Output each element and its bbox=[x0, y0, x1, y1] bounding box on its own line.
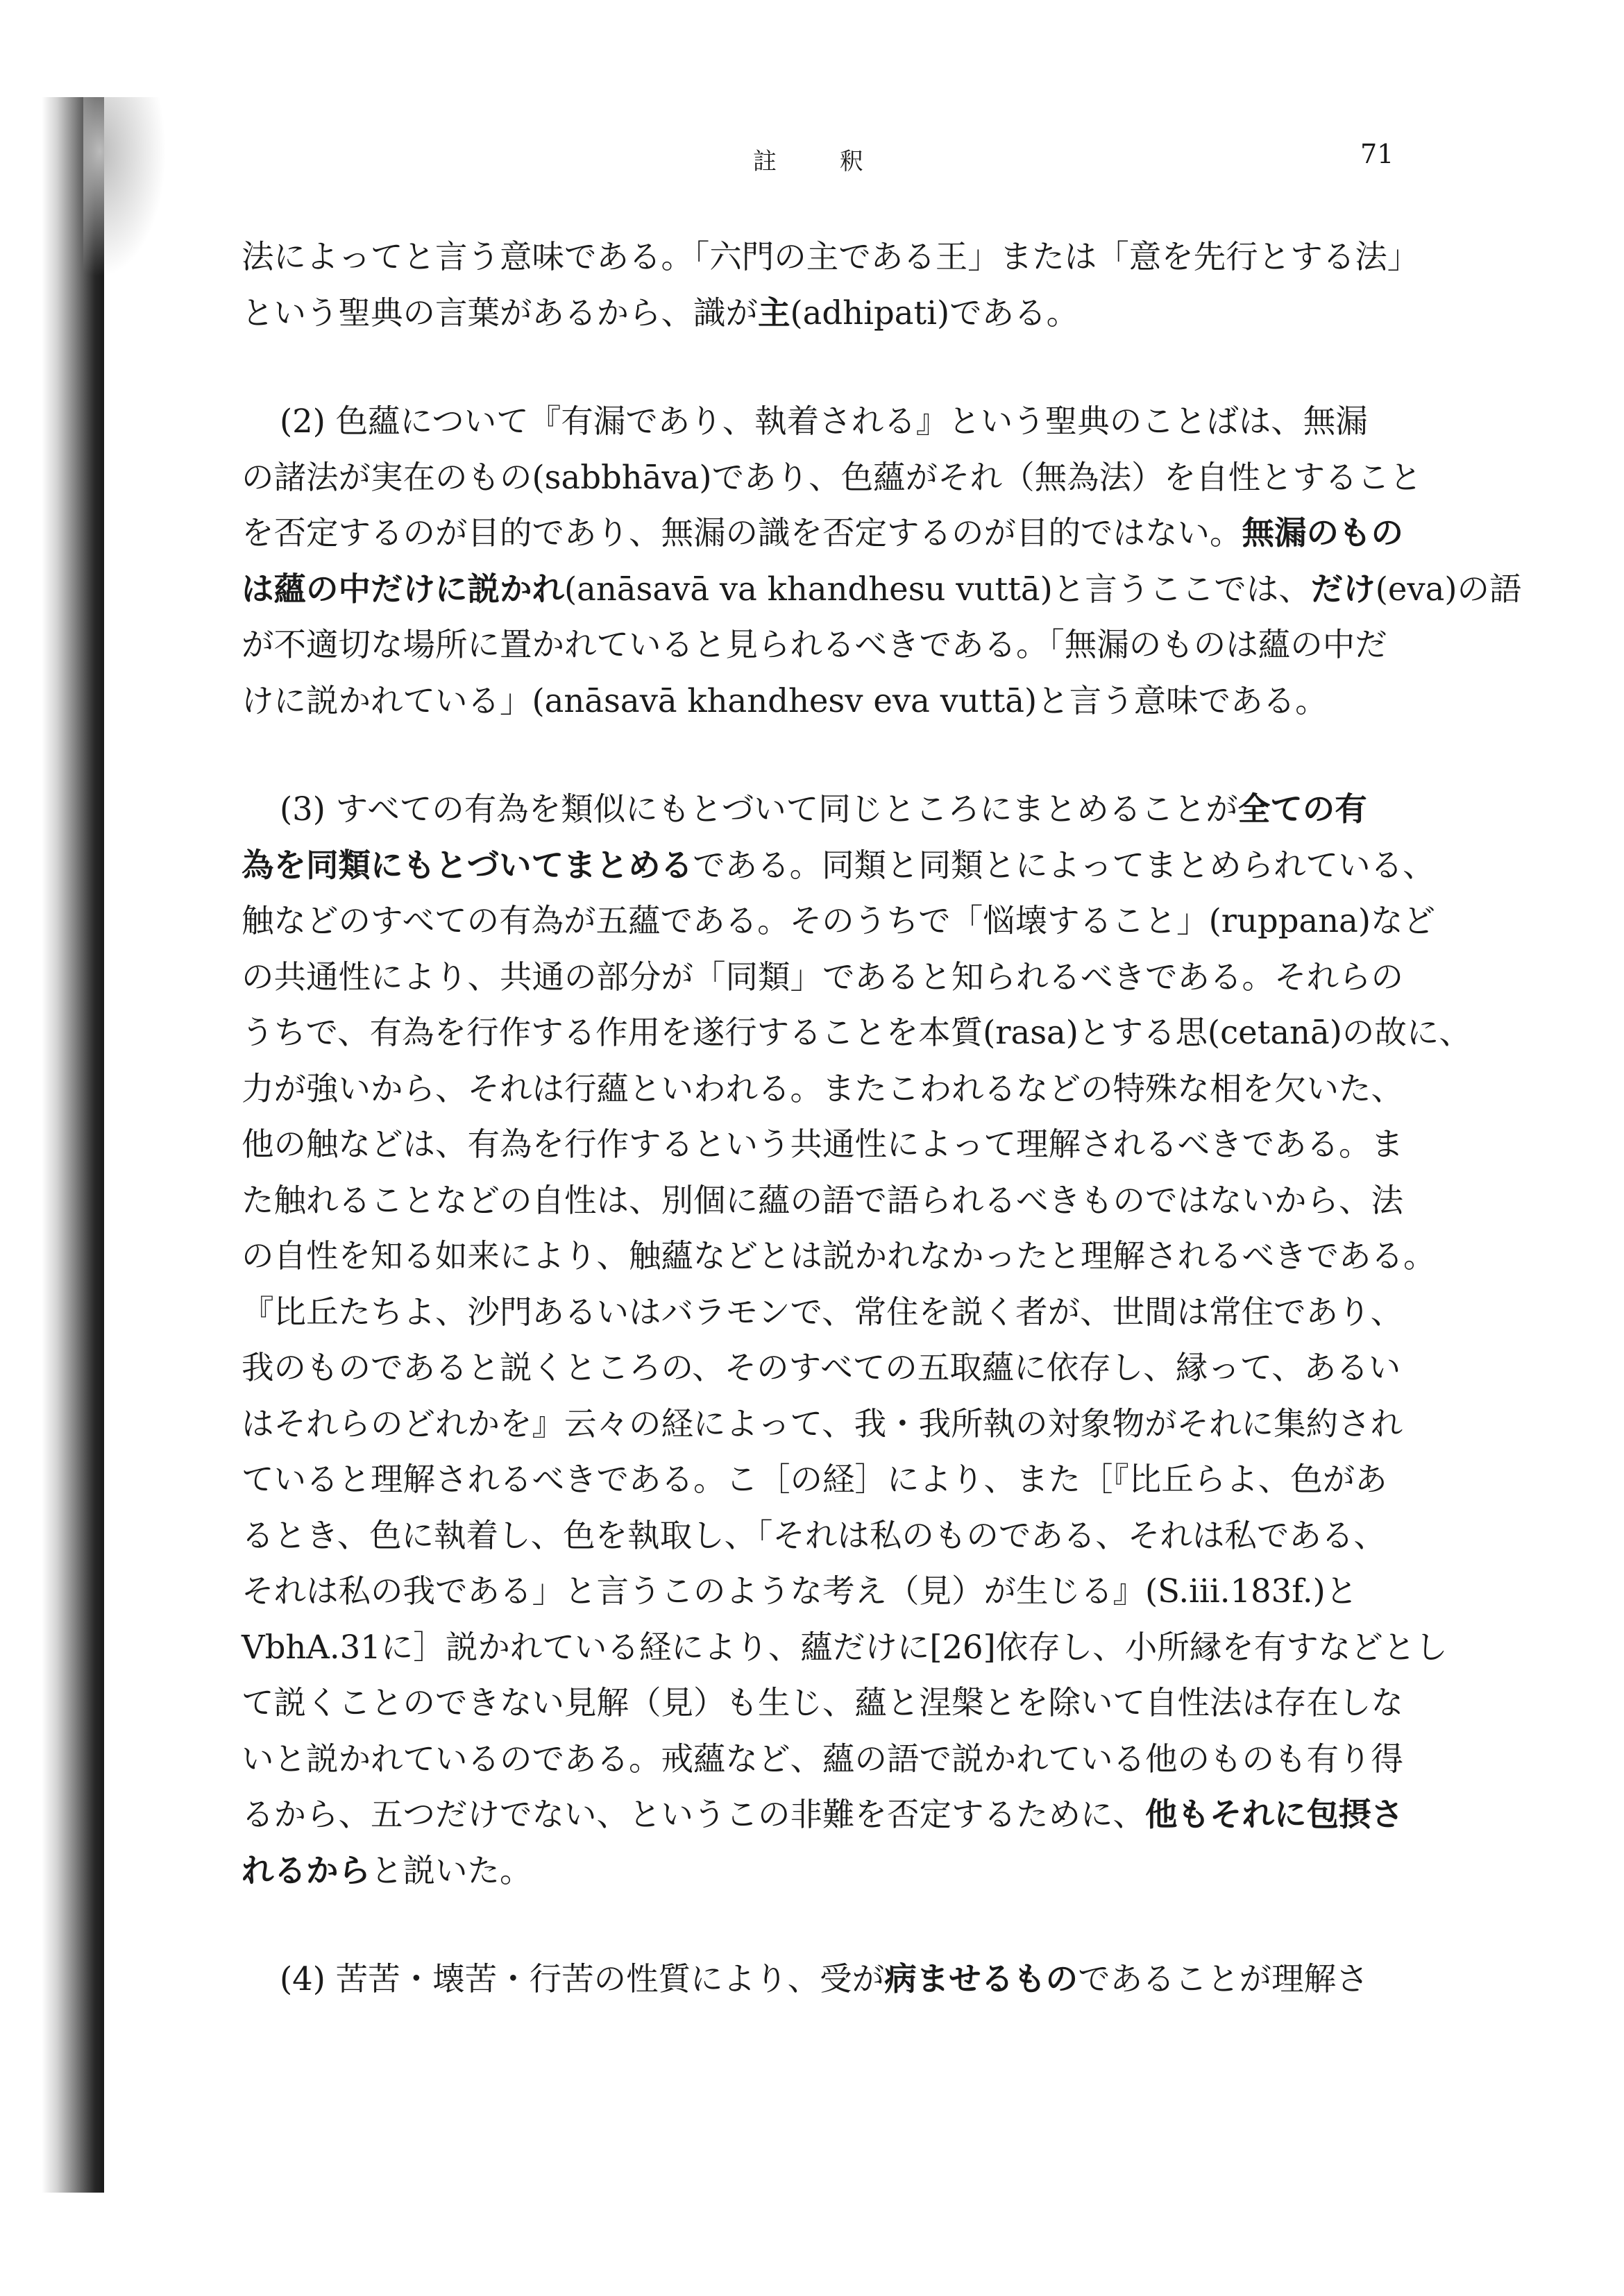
paragraph-continuation bbox=[242, 229, 1435, 341]
text-line bbox=[242, 673, 1435, 729]
text-run: 法によってと言う意味である。「六門の主である王」または「意を先行とする法」 bbox=[242, 238, 1420, 275]
text-run: それは私の我である」と言うこのような考え（見）が生じる』(S.iii.183f.)と bbox=[242, 1572, 1358, 1610]
text-run: はそれらのどれかを』云々の経によって、我・我所執の対象物がそれに集約され bbox=[242, 1404, 1403, 1443]
text-line bbox=[242, 1396, 1435, 1452]
text-run: の諸法が実在のもの(sabbhāva)であり、色蘊がそれ（無為法）を自性とすること bbox=[242, 458, 1422, 496]
text-line bbox=[242, 617, 1435, 673]
text-run: 他の触などは、有為を行作するという共通性によって理解されるべきである。ま bbox=[242, 1125, 1403, 1163]
text-run: 触などのすべての有為が五蘊である。そのうちで「悩壊すること」(ruppana)など bbox=[242, 902, 1435, 939]
text-line bbox=[242, 1508, 1435, 1564]
text-line bbox=[242, 837, 1435, 894]
binding-speckle bbox=[83, 97, 167, 278]
bold-lemma: 為を同類にもとづいてまとめる bbox=[242, 846, 693, 884]
text-line bbox=[242, 561, 1522, 618]
text-run: いと説かれているのである。戒蘊など、蘊の語で説かれている他のものも有り得 bbox=[242, 1740, 1403, 1778]
text-run: て説くことのできない見解（見）も生じ、蘊と涅槃とを除いて自性法は存在しな bbox=[242, 1684, 1403, 1721]
text-run: (2) 色蘊について『有漏であり、執着される』という聖典のことばは、無漏 bbox=[280, 402, 1368, 440]
text-line bbox=[242, 229, 1435, 285]
paragraph-4 bbox=[242, 1951, 1435, 2007]
text-run: (3) すべての有為を類似にもとづいて同じところにまとめることが bbox=[280, 790, 1238, 828]
text-run: という聖典の言葉があるから、識が bbox=[242, 294, 758, 332]
text-line bbox=[242, 1452, 1435, 1508]
body-text bbox=[242, 229, 1522, 2007]
bold-lemma: は蘊の中だけに説かれ bbox=[242, 570, 564, 608]
binding-shadow bbox=[42, 97, 104, 2193]
paragraph-gap bbox=[242, 1898, 1435, 1951]
text-line bbox=[242, 1619, 1448, 1676]
text-run: (4) 苦苦・壊苦・行苦の性質により、受が bbox=[280, 1960, 885, 1998]
bold-lemma: 無漏のもの bbox=[1242, 514, 1403, 552]
running-head: 註 釈 bbox=[753, 148, 891, 176]
bold-lemma: だけ bbox=[1310, 570, 1376, 608]
text-line bbox=[242, 1061, 1435, 1117]
text-line bbox=[242, 1951, 1435, 2007]
text-line bbox=[242, 1340, 1435, 1396]
text-line bbox=[242, 393, 1435, 450]
text-run: が不適切な場所に置かれていると見られるべきである。「無漏のものは蘊の中だ bbox=[242, 626, 1387, 663]
text-line bbox=[242, 1787, 1435, 1843]
text-run: の共通性により、共通の部分が「同類」であると知られるべきである。それらの bbox=[242, 958, 1403, 996]
text-line bbox=[242, 893, 1435, 949]
text-run: (eva)の語 bbox=[1375, 570, 1522, 608]
text-run: (adhipati)である。 bbox=[790, 294, 1079, 332]
text-line bbox=[242, 1843, 1435, 1899]
text-run: の自性を知る如来により、触蘊などとは説かれなかったと理解されるべきである。 bbox=[242, 1237, 1436, 1275]
paragraph-2 bbox=[242, 393, 1522, 729]
text-run: を否定するのが目的であり、無漏の識を否定するのが目的ではない。 bbox=[242, 514, 1242, 552]
text-run: VbhA.31に］説かれている経により、蘊だけに[26]依存し、小所縁を有すなどとし bbox=[242, 1628, 1448, 1666]
text-line bbox=[242, 1005, 1471, 1061]
text-line bbox=[242, 450, 1435, 506]
text-run: である。同類と同類とによってまとめられている、 bbox=[693, 846, 1435, 884]
text-run: けに説かれている」(anāsavā khandhesv eva vuttā)と言う意味である。 bbox=[242, 681, 1328, 720]
bold-lemma: 病ませるもの bbox=[884, 1960, 1079, 1998]
paragraph-3 bbox=[242, 781, 1471, 1898]
paragraph-gap bbox=[242, 341, 1435, 393]
text-run: と説いた。 bbox=[371, 1851, 532, 1889]
text-line bbox=[242, 285, 1435, 341]
bold-lemma: れるから bbox=[242, 1851, 371, 1889]
text-line bbox=[242, 949, 1435, 1005]
text-line bbox=[242, 781, 1435, 837]
text-run: であることが理解さ bbox=[1078, 1960, 1369, 1998]
bold-lemma: 主 bbox=[758, 294, 790, 332]
bold-lemma: 他もそれに包摂さ bbox=[1145, 1796, 1403, 1833]
paragraph-gap bbox=[242, 729, 1435, 781]
text-run: 力が強いから、それは行蘊といわれる。またこわれるなどの特殊な相を欠いた、 bbox=[242, 1069, 1403, 1107]
text-run: た触れることなどの自性は、別個に蘊の語で語られるべきものではないから、法 bbox=[242, 1181, 1403, 1219]
text-line bbox=[242, 1731, 1435, 1787]
text-line bbox=[242, 505, 1435, 561]
text-line bbox=[242, 1675, 1435, 1731]
text-line bbox=[242, 1563, 1435, 1619]
text-run: 我のものであると説くところの、そのすべての五取蘊に依存し、縁って、あるい bbox=[242, 1349, 1401, 1386]
text-run: (anāsavā va khandhesu vuttā)と言うここでは、 bbox=[564, 570, 1311, 608]
text-line bbox=[242, 1284, 1435, 1341]
page-number: 71 bbox=[1360, 139, 1394, 169]
text-run: 『比丘たちよ、沙門あるいはバラモンで、常住を説く者が、世間は常住であり、 bbox=[242, 1293, 1403, 1331]
text-line bbox=[242, 1173, 1435, 1229]
bold-lemma: 全ての有 bbox=[1237, 790, 1367, 828]
text-run: るとき、色に執着し、色を執取し、「それは私のものである、それは私である、 bbox=[242, 1516, 1386, 1554]
text-run: ていると理解されるべきである。こ［の経］により、また［『比丘らよ、色があ bbox=[242, 1461, 1387, 1498]
text-run: るから、五つだけでない、というこの非難を否定するために、 bbox=[242, 1796, 1145, 1833]
text-line bbox=[242, 1228, 1435, 1284]
text-line bbox=[242, 1116, 1435, 1173]
text-run: うちで、有為を行作する作用を遂行することを本質(rasa)とする思(cetanā)の故に、 bbox=[242, 1014, 1471, 1051]
